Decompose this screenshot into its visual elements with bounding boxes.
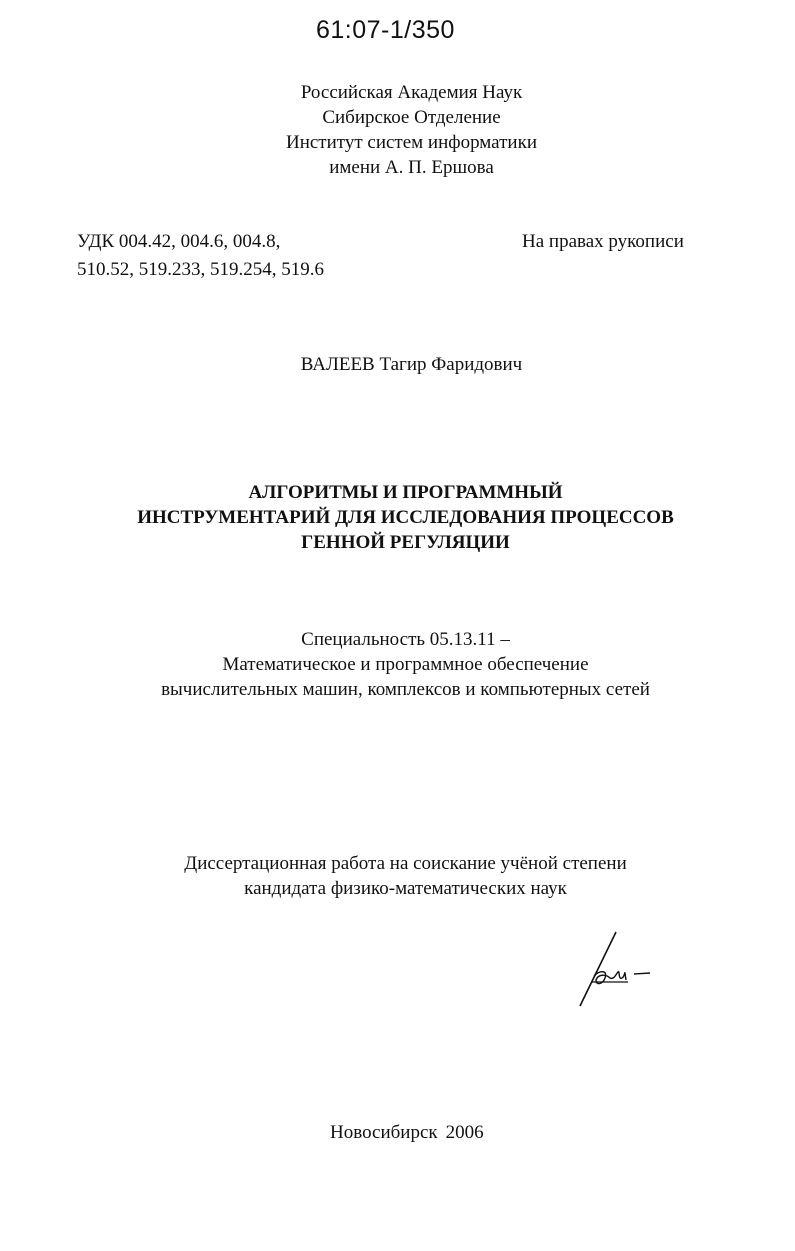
specialty-line: Специальность 05.13.11 – bbox=[301, 629, 510, 650]
specialty-line: вычислительных машин, комплексов и компьютерных сетей bbox=[161, 679, 650, 700]
degree-line: кандидата физико-математических наук bbox=[244, 878, 567, 899]
udk-line: 510.52, 519.233, 519.254, 519.6 bbox=[77, 259, 324, 280]
udk-block bbox=[77, 228, 324, 284]
organization-line: Российская Академия Наук bbox=[300, 82, 523, 103]
degree-block bbox=[8, 851, 795, 901]
thesis-title bbox=[8, 480, 795, 555]
signature-icon bbox=[572, 930, 662, 1010]
city: Новосибирск bbox=[330, 1122, 438, 1143]
year: 2006 bbox=[445, 1122, 484, 1143]
rights-note: На правах рукописи bbox=[522, 231, 684, 252]
organization-line: Институт систем информатики bbox=[285, 132, 537, 153]
title-line: ИНСТРУМЕНТАРИЙ ДЛЯ ИССЛЕДОВАНИЯ ПРОЦЕССОВ bbox=[137, 507, 674, 528]
specialty-line: Математическое и программное обеспечение bbox=[222, 654, 589, 675]
udk-line: УДК 004.42, 004.6, 004.8, bbox=[77, 231, 281, 252]
title-line: ГЕННОЙ РЕГУЛЯЦИИ bbox=[301, 532, 510, 553]
degree-line: Диссертационная работа на соискание учёной степени bbox=[184, 853, 627, 874]
title-line: АЛГОРИТМЫ И ПРОГРАММНЫЙ bbox=[248, 482, 563, 503]
organization-line: имени А. П. Ершова bbox=[329, 157, 494, 178]
specialty-block bbox=[8, 627, 795, 702]
author-name: ВАЛЕЕВ Тагир Фаридович bbox=[300, 354, 523, 375]
organization-line: Сибирское Отделение bbox=[322, 107, 501, 128]
city-year bbox=[330, 1122, 492, 1144]
organization-block bbox=[14, 80, 795, 180]
archive-code: 61:07-1/350 bbox=[316, 16, 455, 44]
